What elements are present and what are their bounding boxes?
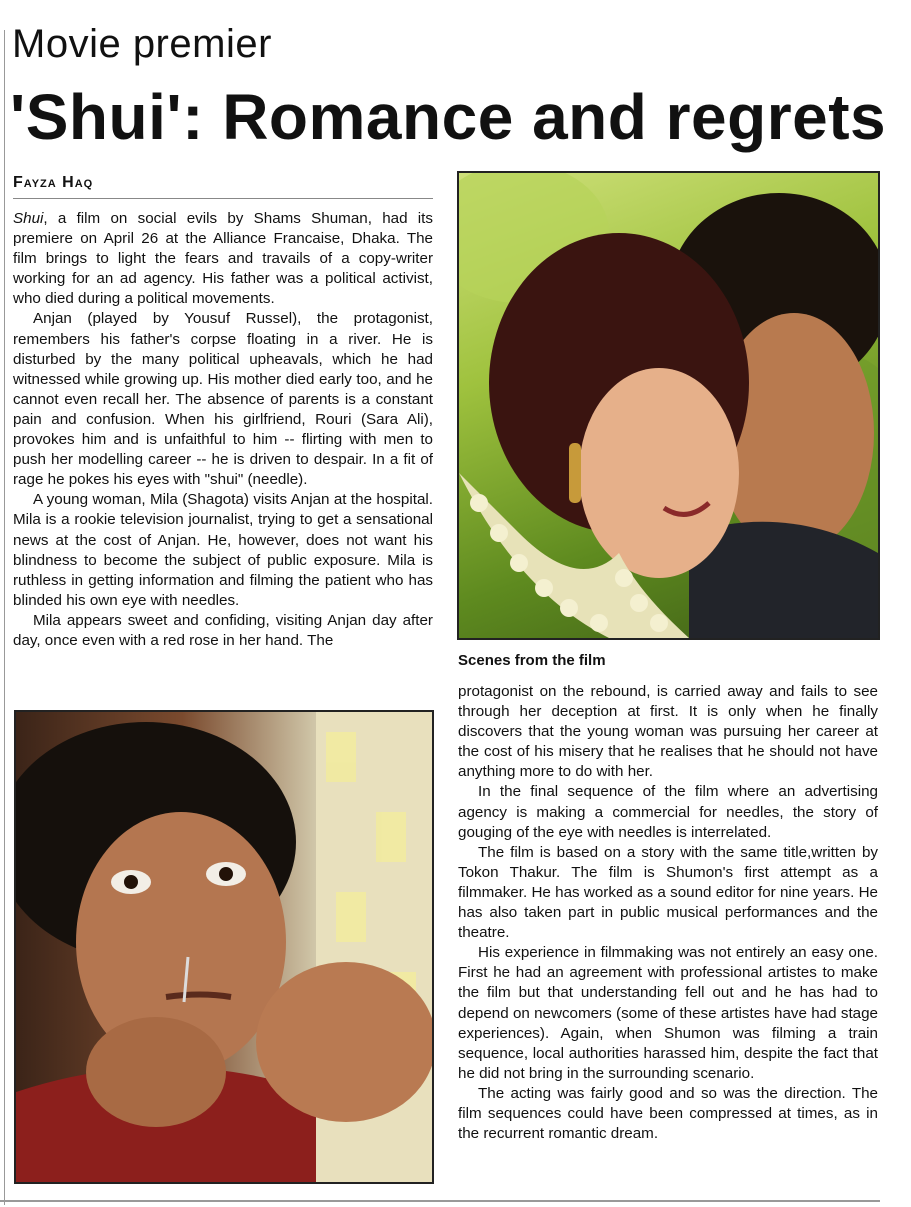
paragraph: His experience in filmmaking was not entirely an easy one. First he had an agreement with professional artistes to make the film but that understanding fell out and he has had to depend on newcomers (some of these artistes have had stage experiences). Again, when Shumon was filming a train sequence, local authorities harassed him, despite the fact that he did not bring in the surrounding scenario. [458, 944, 878, 1082]
paragraph: In the final sequence of the film where an advertising agency is making a commercial for needles, the story of gouging of the eye with needles is interrelated. [458, 783, 878, 841]
photo-caption: Scenes from the film [458, 652, 606, 669]
paragraph: A young woman, Mila (Shagota) visits Anjan at the hospital. Mila is a rookie television journalist, trying to get a sensational news at the cost of Anjan. He, however, does not want his blindness to become the subject of public exposure. Mila is ruthless in getting information and filming the patient who has blinded his own eye with needles. [13, 491, 433, 609]
article-column-left [13, 209, 433, 651]
film-title: Shui [13, 210, 44, 227]
photo-couple [457, 171, 880, 640]
section-kicker: Movie premier [12, 22, 272, 66]
paragraph: protagonist on the rebound, is carried away and fails to see through her deception at first. It is only when he finally discovers that the young woman was pursuing her career at the cost of his misery that he realises that he should not have anything more to do with her. [458, 683, 878, 781]
paragraph-text: , a film on social evils by Shams Shuman, had its premiere on April 26 at the Alliance Francaise, Dhaka. The film brings to light the fears and travails of a copy-writer working for an ad agency. His father was a political activist, who died during a political movements. [13, 210, 433, 308]
byline: Fayza Haq [13, 174, 433, 199]
photo-needle-scene [14, 710, 434, 1184]
article-column-right [458, 682, 878, 1144]
paragraph: The acting was fairly good and so was the direction. The film sequences could have been compressed at times, as in the recurrent romantic dream. [458, 1084, 878, 1143]
headline: 'Shui': Romance and regrets [10, 81, 887, 153]
bottom-rule [0, 1200, 880, 1202]
left-column-rule [4, 30, 5, 1205]
paragraph [13, 209, 433, 309]
paragraph: Anjan (played by Yousuf Russel), the protagonist, remembers his father's corpse floating in a river. He is disturbed by the many political upheavals, which he had witnessed while growing up. His mother died early too, and he cannot even recall her. The absence of parents is a constant pain and confusion. When his girlfriend, Rouri (Sara Ali), provokes him and is unfaithful to him -- flirting with men to push her modelling career -- he is driven to despair. In a fit of rage he pokes his eyes with "shui" (needle). [13, 310, 433, 489]
paragraph: The film is based on a story with the same title,written by Tokon Thakur. The film is Shumon's first attempt as a filmmaker. He has worked as a sound editor for nine years. He has also taken part in public musical performances and the theatre. [458, 843, 878, 942]
paragraph: Mila appears sweet and confiding, visiting Anjan day after day, once even with a red rose in her hand. The [13, 611, 433, 649]
